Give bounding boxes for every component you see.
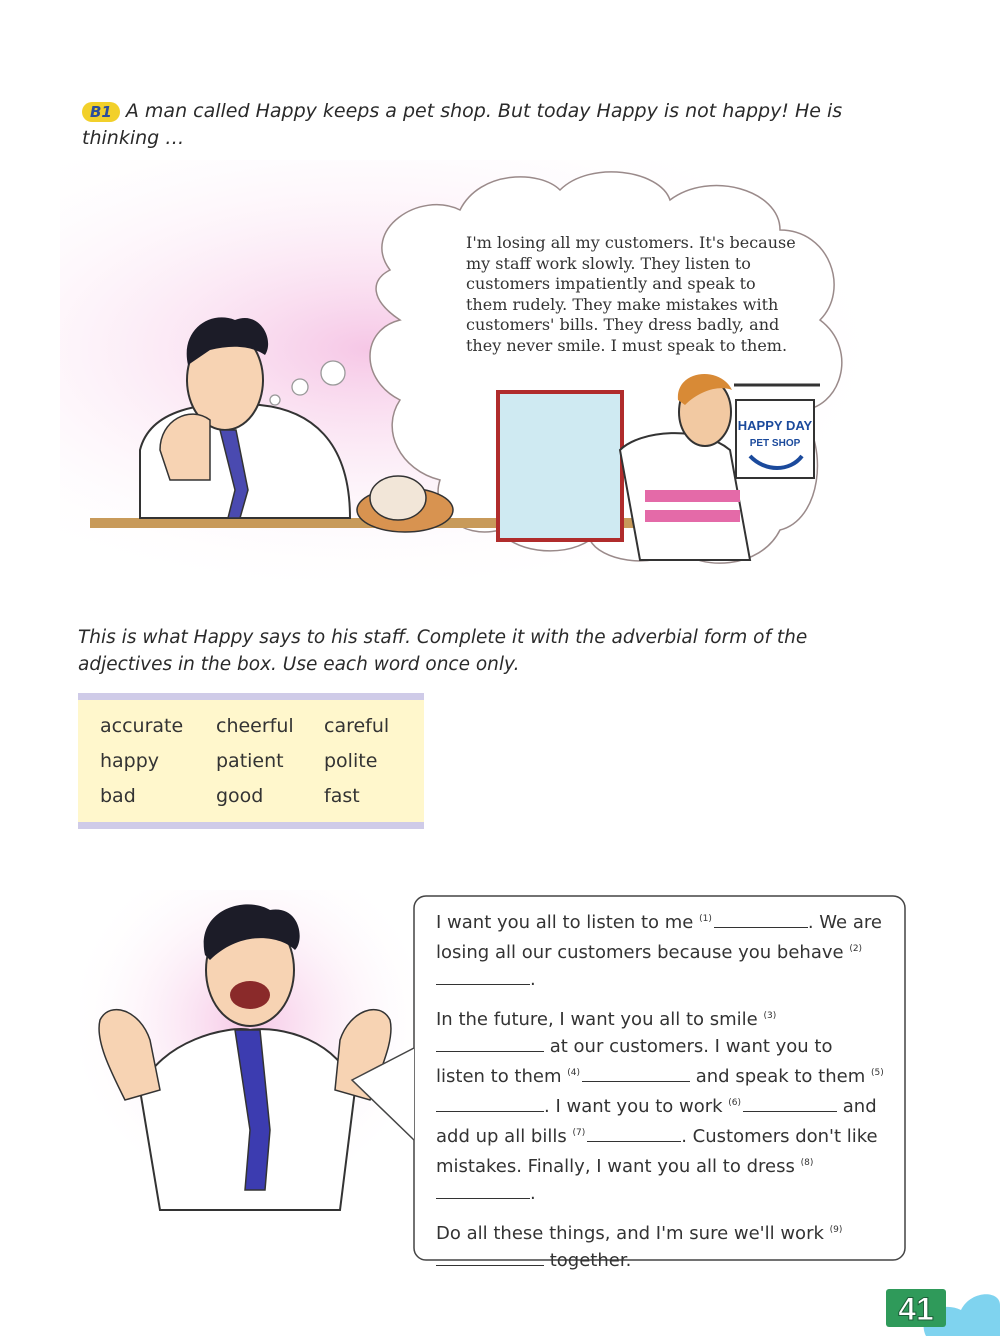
word-item: patient [216, 750, 284, 772]
blank-number: (5) [870, 1068, 884, 1078]
speech-paragraph-2: In the future, I want you all to smile $^{(3)}$ at our customers. I want you to listen to them $^{(4)}$ and speak to them $^{(5)}$. I want you to work $^{(6)}$ and add up all bills $^{(7)}$ . Customers don't like mistakes. Finally, I want you all to dress $^{(8)}$. [436, 1009, 884, 1204]
sign-line2: PET SHOP [749, 438, 801, 449]
speech-paragraph-3: Do all these things, and I'm sure we'll work $^{(9)}$ together. [436, 1223, 843, 1271]
thought-text: I'm losing all my customers. It's because my staff work slowly. They listen to customers impatiently and speak to them rudely. They make mistakes with customers' bills. They dress badly, and they never smile. I must speak to them. [466, 233, 796, 355]
word-item: careful [324, 715, 390, 737]
blank-number: (9) [829, 1225, 843, 1235]
blank-3[interactable] [436, 1033, 544, 1052]
word-box-top-bar [78, 693, 424, 700]
speech-bubble-tail [350, 1040, 420, 1150]
blank-9[interactable] [436, 1247, 544, 1266]
blank-4[interactable] [582, 1063, 690, 1082]
page-number: 41 [898, 1291, 934, 1327]
blank-number: (6) [728, 1098, 742, 1108]
word-item: polite [324, 750, 378, 772]
word-item: cheerful [216, 715, 294, 737]
blank-number: (2) [849, 944, 863, 954]
task-instruction: This is what Happy says to his staff. Complete it with the adverbial form of the adjectives in the box. Use each word once only. [78, 627, 808, 675]
blank-1[interactable] [714, 909, 808, 928]
blank-number: (8) [800, 1158, 814, 1168]
word-item: fast [324, 785, 360, 807]
word-item: bad [100, 785, 136, 807]
word-box-bottom-bar [78, 822, 424, 829]
exercise-badge: B1 [82, 102, 120, 122]
page-number-badge [886, 1285, 1000, 1336]
blank-number: (4) [567, 1068, 580, 1078]
blank-2[interactable] [436, 966, 530, 985]
exercise-intro [82, 98, 902, 152]
speech-paragraph-1: I want you all to listen to me $^{(1)}$ . We are losing all our customers because you behave $^{(2)}$. [436, 906, 886, 993]
shop-door [498, 392, 622, 540]
sign-line1: HAPPY DAY [737, 418, 813, 433]
blank-number: (3) [763, 1011, 777, 1021]
thinking-illustration [60, 150, 940, 580]
blank-number: (7) [572, 1128, 586, 1138]
blank-8[interactable] [436, 1180, 530, 1199]
blank-number: (1) [699, 914, 712, 924]
blank-6[interactable] [743, 1093, 837, 1112]
blank-5[interactable] [436, 1093, 544, 1112]
intro-text: A man called Happy keeps a pet shop. But today Happy is not happy! He is thinking … [82, 100, 843, 149]
word-item: happy [100, 750, 160, 772]
blank-7[interactable] [587, 1123, 681, 1142]
speech-text [436, 906, 886, 1284]
word-item: good [216, 785, 264, 807]
word-box [78, 693, 424, 829]
word-item: accurate [100, 715, 184, 737]
